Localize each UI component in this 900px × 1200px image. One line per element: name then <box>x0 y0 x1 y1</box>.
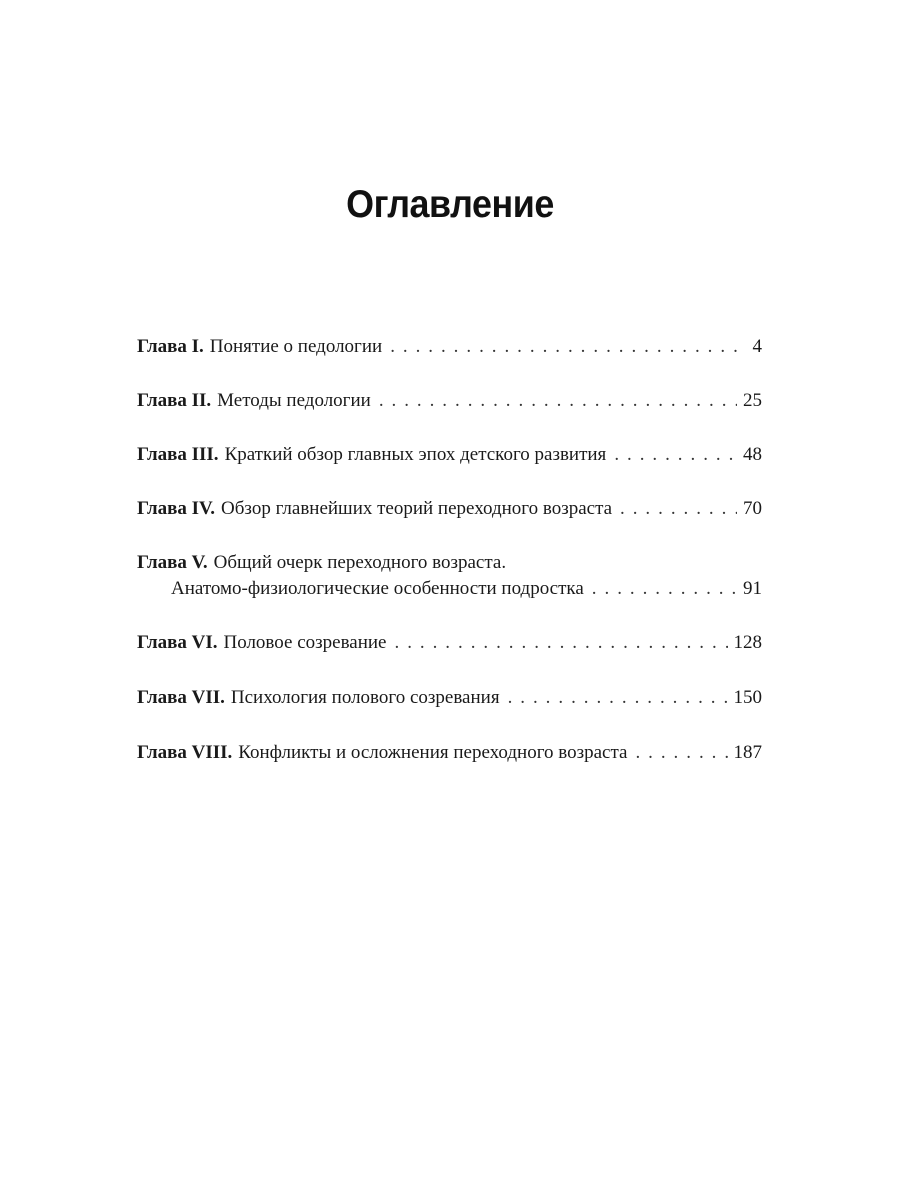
page-number: 150 <box>733 687 762 708</box>
page-title: Оглавление <box>346 183 554 226</box>
dot-leader <box>379 388 737 414</box>
toc-entry-chapter-8[interactable] <box>137 740 762 766</box>
chapter-title: Общий очерк переходного возраста. <box>213 552 507 573</box>
dot-leader <box>390 334 746 360</box>
dot-leader <box>508 685 728 711</box>
toc-entry-chapter-5[interactable] <box>137 550 762 602</box>
chapter-title: Обзор главнейших теорий переходного возраста <box>221 498 613 519</box>
chapter-label: Глава V. <box>137 552 208 573</box>
chapter-title-continuation: Анатомо-физиологические особенности подростка <box>171 578 584 599</box>
chapter-label: Глава VII. <box>137 687 225 708</box>
page-number: 4 <box>752 336 762 357</box>
chapter-label: Глава VIII. <box>137 742 233 763</box>
toc-entry-chapter-1[interactable] <box>137 334 762 360</box>
dot-leader <box>635 740 727 766</box>
dot-leader <box>620 496 737 522</box>
chapter-title: Конфликты и осложнения переходного возраста <box>238 742 628 763</box>
chapter-title: Понятие о педологии <box>209 336 383 357</box>
toc-entry-chapter-6[interactable] <box>137 630 762 656</box>
toc-entry-chapter-7[interactable] <box>137 685 762 711</box>
toc-entry-chapter-2[interactable] <box>137 388 762 414</box>
chapter-title: Методы педологии <box>217 390 371 411</box>
chapter-label: Глава VI. <box>137 632 218 653</box>
chapter-label: Глава I. <box>137 336 204 357</box>
chapter-label: Глава III. <box>137 444 219 465</box>
page-number: 91 <box>743 578 762 599</box>
toc-entry-chapter-4[interactable] <box>137 496 762 522</box>
chapter-title: Краткий обзор главных эпох детского развития <box>224 444 607 465</box>
page-number: 70 <box>743 498 762 519</box>
toc-entry-chapter-3[interactable] <box>137 442 762 468</box>
chapter-title: Психология полового созревания <box>230 687 500 708</box>
dot-leader <box>614 442 737 468</box>
dot-leader <box>592 576 737 602</box>
page-number: 128 <box>733 632 762 653</box>
page-number: 25 <box>743 390 762 411</box>
chapter-label: Глава II. <box>137 390 212 411</box>
page-number: 187 <box>733 742 762 763</box>
chapter-label: Глава IV. <box>137 498 216 519</box>
chapter-title: Половое созревание <box>223 632 387 653</box>
dot-leader <box>395 630 728 656</box>
page-number: 48 <box>743 444 762 465</box>
